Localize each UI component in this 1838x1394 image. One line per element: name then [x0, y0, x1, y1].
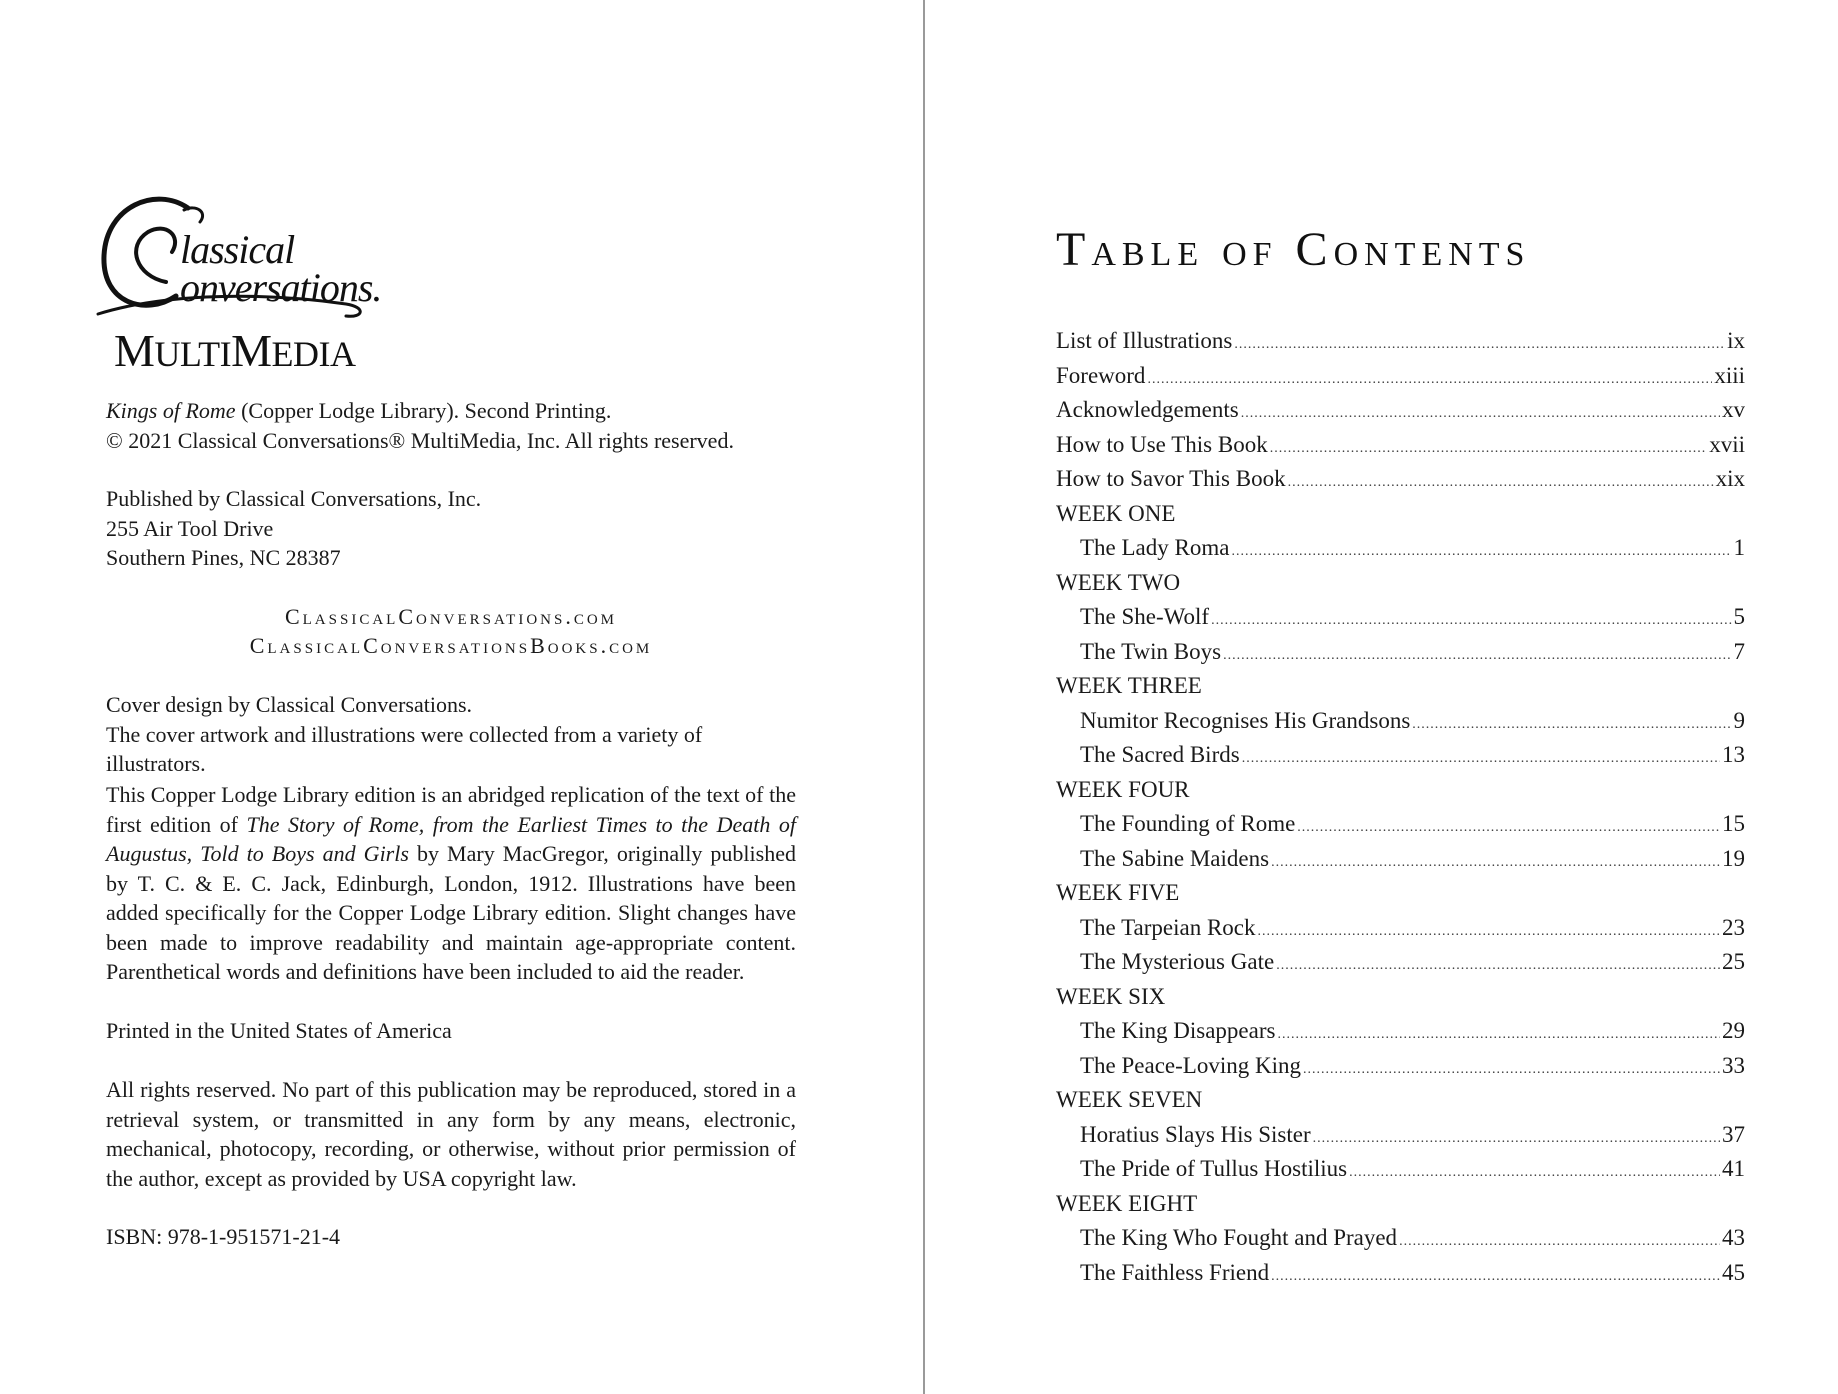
- toc-week-heading: WEEK TWO: [1056, 569, 1181, 595]
- original-title: The Story of Rome, from the Earliest Times to the Death of Augustus, Told to Boys and Girls: [106, 811, 797, 866]
- toc-page-number: 33: [1722, 1052, 1745, 1078]
- toc-entry[interactable]: [1056, 1221, 1745, 1256]
- toc-leader-dots: [1313, 1122, 1720, 1157]
- toc-page-number: xv: [1722, 397, 1745, 422]
- toc-week-heading: WEEK THREE: [1056, 673, 1202, 698]
- toc-entry-label: List of Illustrations: [1056, 328, 1233, 353]
- toc-entry[interactable]: [1056, 462, 1745, 497]
- toc-page-number: 37: [1722, 1121, 1745, 1147]
- toc-leader-dots: [1297, 811, 1720, 846]
- toc-entry-label: The Founding of Rome: [1080, 811, 1296, 836]
- toc-leader-dots: [1303, 1053, 1720, 1088]
- toc-page-number: 15: [1722, 811, 1745, 836]
- toc-page-number: xvii: [1709, 431, 1745, 457]
- publisher-line1: Published by Classical Conversations, Inc.: [106, 486, 482, 511]
- toc-leader-dots: [1270, 432, 1708, 467]
- toc-leader-dots: [1241, 397, 1720, 432]
- toc-entry[interactable]: [1056, 428, 1745, 463]
- publisher-block: [106, 484, 796, 573]
- toc-page-number: 1: [1733, 535, 1745, 560]
- toc-leader-dots: [1258, 915, 1720, 950]
- book-title: Kings of Rome: [106, 398, 236, 423]
- toc-entry[interactable]: [1056, 842, 1745, 877]
- toc-page-number: 9: [1733, 707, 1745, 733]
- toc-page-number: xix: [1715, 466, 1745, 491]
- toc-entry-label: The King Who Fought and Prayed: [1080, 1225, 1398, 1250]
- toc-leader-dots: [1231, 535, 1731, 570]
- logo-multimedia: [114, 324, 355, 377]
- toc-week-heading: WEEK FIVE: [1056, 880, 1180, 905]
- toc-entry-label: Acknowledgements: [1056, 397, 1239, 422]
- toc-leader-dots: [1271, 1260, 1720, 1295]
- edition-note-part2: by Mary MacGregor, originally published by T. C. & E. C. Jack, Edinburgh, London, 1912. Illustrations have been added specifically for the Copper Lodge Library edition. Slight changes have been made to improve readability and maintain age-appropriate content. Parenthetical words and definitions have been included to aid the reader.: [106, 841, 796, 984]
- edition-note-part1: This Copper Lodge Library edition is an abridged replication of the text of the first edition of: [106, 782, 796, 837]
- toc-entry[interactable]: [1056, 635, 1745, 670]
- toc-entry-label: The Sabine Maidens: [1080, 845, 1270, 871]
- website-link[interactable]: ClassicalConversationsBooks.com: [249, 633, 653, 658]
- toc-leader-dots: [1288, 466, 1714, 501]
- toc-leader-dots: [1276, 949, 1720, 984]
- toc-title: Table of Contents: [1056, 223, 1531, 276]
- toc-entry-label: Numitor Recognises His Grandsons: [1080, 707, 1411, 733]
- toc-week-heading: WEEK EIGHT: [1056, 1190, 1198, 1216]
- toc-week-heading: WEEK ONE: [1056, 500, 1176, 526]
- toc-page-number: 43: [1722, 1225, 1745, 1250]
- toc-leader-dots: [1211, 604, 1731, 639]
- cover-credits: [106, 690, 796, 779]
- toc-page-number: 29: [1722, 1018, 1745, 1043]
- toc-entry[interactable]: [1056, 531, 1745, 566]
- toc-page-number: 13: [1722, 742, 1745, 767]
- toc-entry[interactable]: [1056, 807, 1745, 842]
- cover-line1: Cover design by Classical Conversations.: [106, 692, 473, 717]
- printed-line: [106, 1016, 796, 1046]
- toc-leader-dots: [1234, 328, 1725, 363]
- logo-brand-ulti: ULTI: [154, 334, 232, 374]
- toc-entry[interactable]: [1056, 945, 1745, 980]
- logo-script-line2: onversations.: [180, 265, 382, 310]
- copyright-block: [106, 396, 796, 455]
- toc-entry[interactable]: [1056, 738, 1745, 773]
- rights-text: All rights reserved. No part of this publication may be reproduced, stored in a retrieval system, or transmitted in any form by any means, electronic, mechanical, photocopy, recording, or otherwise, without prior permission of the author, except as provided by USA copyright law.: [106, 1077, 796, 1191]
- toc-entry[interactable]: [1056, 393, 1745, 428]
- logo-brand-edia: EDIA: [271, 334, 356, 374]
- cover-line2: The cover artwork and illustrations were collected from a variety of illustrators.: [106, 721, 703, 776]
- publisher-line3: Southern Pines, NC 28387: [106, 545, 341, 570]
- toc-page-number: xiii: [1714, 362, 1745, 388]
- toc-entry-label: The Tarpeian Rock: [1080, 914, 1256, 940]
- toc-leader-dots: [1147, 363, 1712, 398]
- toc-page-number: ix: [1727, 328, 1745, 353]
- logo-script-line1: lassical: [180, 227, 295, 272]
- toc-page-number: 25: [1722, 949, 1745, 974]
- printed-text: Printed in the United States of America: [106, 1018, 452, 1043]
- isbn-line: [106, 1222, 796, 1252]
- toc-entry[interactable]: [1056, 600, 1745, 635]
- toc-entry-label: The King Disappears: [1080, 1018, 1276, 1043]
- toc-list: [1056, 324, 1745, 1290]
- toc-leader-dots: [1412, 708, 1731, 743]
- toc-entry[interactable]: [1056, 1152, 1745, 1187]
- copyright-notice: © 2021 Classical Conversations® MultiMedia, Inc. All rights reserved.: [106, 427, 734, 453]
- edition-note: [106, 780, 796, 987]
- toc-week-heading: WEEK FOUR: [1056, 776, 1190, 802]
- toc-entry-label: Foreword: [1056, 362, 1146, 388]
- publisher-logo: [96, 186, 396, 376]
- toc-entry[interactable]: [1056, 1014, 1745, 1049]
- website-link[interactable]: ClassicalConversations.com: [284, 604, 618, 629]
- toc-entry[interactable]: [1056, 324, 1745, 359]
- toc-page-number: 23: [1722, 914, 1745, 940]
- toc-entry[interactable]: [1056, 1118, 1745, 1153]
- toc-entry-label: How to Savor This Book: [1056, 466, 1286, 491]
- toc-week-heading: WEEK SIX: [1056, 983, 1166, 1009]
- publisher-line2: 255 Air Tool Drive: [106, 515, 274, 541]
- toc-page-number: 7: [1733, 638, 1745, 664]
- toc-entry-label: The Pride of Tullus Hostilius: [1080, 1156, 1348, 1181]
- rights-statement: [106, 1075, 796, 1193]
- toc-entry-label: The Peace-Loving King: [1080, 1052, 1301, 1078]
- toc-leader-dots: [1399, 1225, 1720, 1260]
- toc-entry-label: The Lady Roma: [1080, 535, 1230, 560]
- toc-entry[interactable]: [1056, 359, 1745, 394]
- edition-text: (Copper Lodge Library). Second Printing.: [235, 398, 612, 423]
- isbn-text: ISBN: 978-1-951571-21-4: [106, 1224, 341, 1249]
- toc-entry-label: The She-Wolf: [1080, 604, 1210, 629]
- toc-leader-dots: [1223, 639, 1731, 674]
- toc-entry[interactable]: [1056, 704, 1745, 739]
- toc-week-heading: WEEK SEVEN: [1056, 1087, 1203, 1112]
- logo-brand-m1: M: [114, 325, 155, 376]
- toc-leader-dots: [1271, 846, 1720, 881]
- toc-page-number: 45: [1722, 1259, 1745, 1285]
- page-gutter-divider: [923, 0, 925, 1394]
- toc-leader-dots: [1277, 1018, 1720, 1053]
- toc-entry[interactable]: [1056, 1049, 1745, 1084]
- websites-block: [106, 602, 796, 660]
- toc-entry-label: The Faithless Friend: [1080, 1259, 1270, 1285]
- logo-brand-m2: M: [231, 325, 272, 376]
- toc-entry-label: The Mysterious Gate: [1080, 949, 1275, 974]
- toc-entry[interactable]: [1056, 1256, 1745, 1291]
- toc-page-number: 5: [1733, 604, 1745, 629]
- toc-leader-dots: [1349, 1156, 1720, 1191]
- toc-page-number: 41: [1722, 1156, 1745, 1181]
- toc-leader-dots: [1242, 742, 1720, 777]
- toc-entry[interactable]: [1056, 911, 1745, 946]
- toc-entry-label: Horatius Slays His Sister: [1080, 1121, 1311, 1147]
- toc-entry-label: The Twin Boys: [1080, 638, 1222, 664]
- toc-page-number: 19: [1722, 845, 1745, 871]
- toc-entry-label: The Sacred Birds: [1080, 742, 1240, 767]
- toc-entry-label: How to Use This Book: [1056, 431, 1268, 457]
